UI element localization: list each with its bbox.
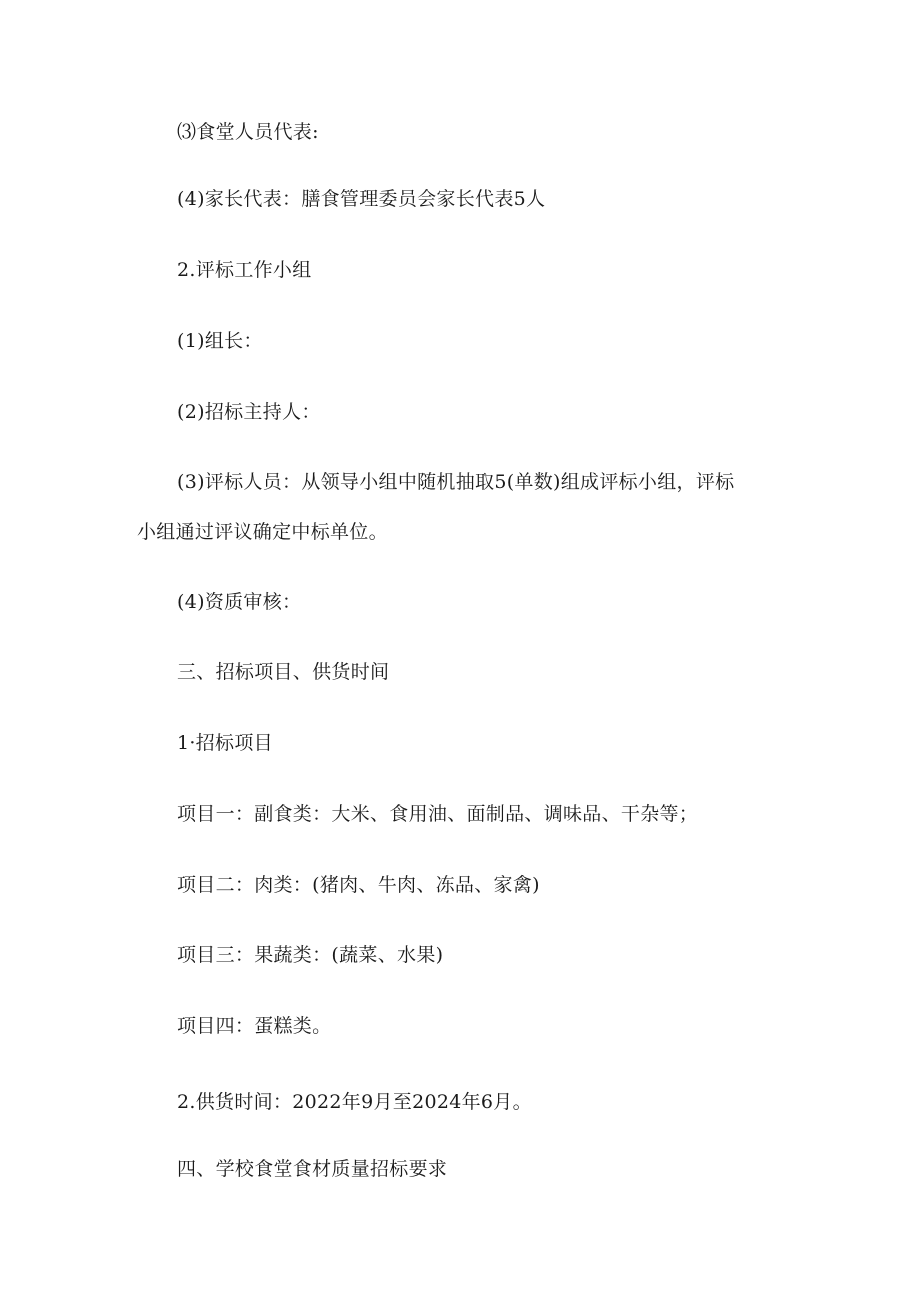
group-leader-line: (1)组长： bbox=[177, 330, 263, 352]
item-one-line: 项目一：副食类：大米、食用油、面制品、调味品、干杂等； bbox=[177, 803, 699, 825]
bid-host-line: (2)招标主持人： bbox=[177, 401, 321, 423]
parent-rep-line: (4)家长代表：膳食管理委员会家长代表5人 bbox=[177, 188, 546, 210]
item-three-line: 项目三：果蔬类：(蔬菜、水果) bbox=[177, 944, 444, 966]
section-four-heading: 四、学校食堂食材质量招标要求 bbox=[177, 1158, 448, 1180]
item-two-line: 项目二：肉类：(猪肉、牛肉、冻品、家禽) bbox=[177, 874, 540, 896]
item-four-line: 项目四：蛋糕类。 bbox=[177, 1015, 332, 1037]
section-three-heading: 三、招标项目、供货时间 bbox=[177, 661, 390, 683]
evaluators-line-continued: 小组通过评议确定中标单位。 bbox=[137, 521, 388, 543]
bid-items-heading: 1·招标项目 bbox=[177, 732, 273, 754]
evaluators-line: (3)评标人员：从领导小组中随机抽取5(单数)组成评标小组，评标 bbox=[177, 471, 735, 493]
qualification-review-line: (4)资质审核： bbox=[177, 591, 302, 613]
supply-time-line: 2.供货时间：2022年9月至2024年6月。 bbox=[177, 1091, 532, 1113]
bid-evaluation-group-heading: 2.评标工作小组 bbox=[177, 259, 312, 281]
canteen-staff-rep-line: ⑶食堂人员代表: bbox=[177, 121, 319, 143]
